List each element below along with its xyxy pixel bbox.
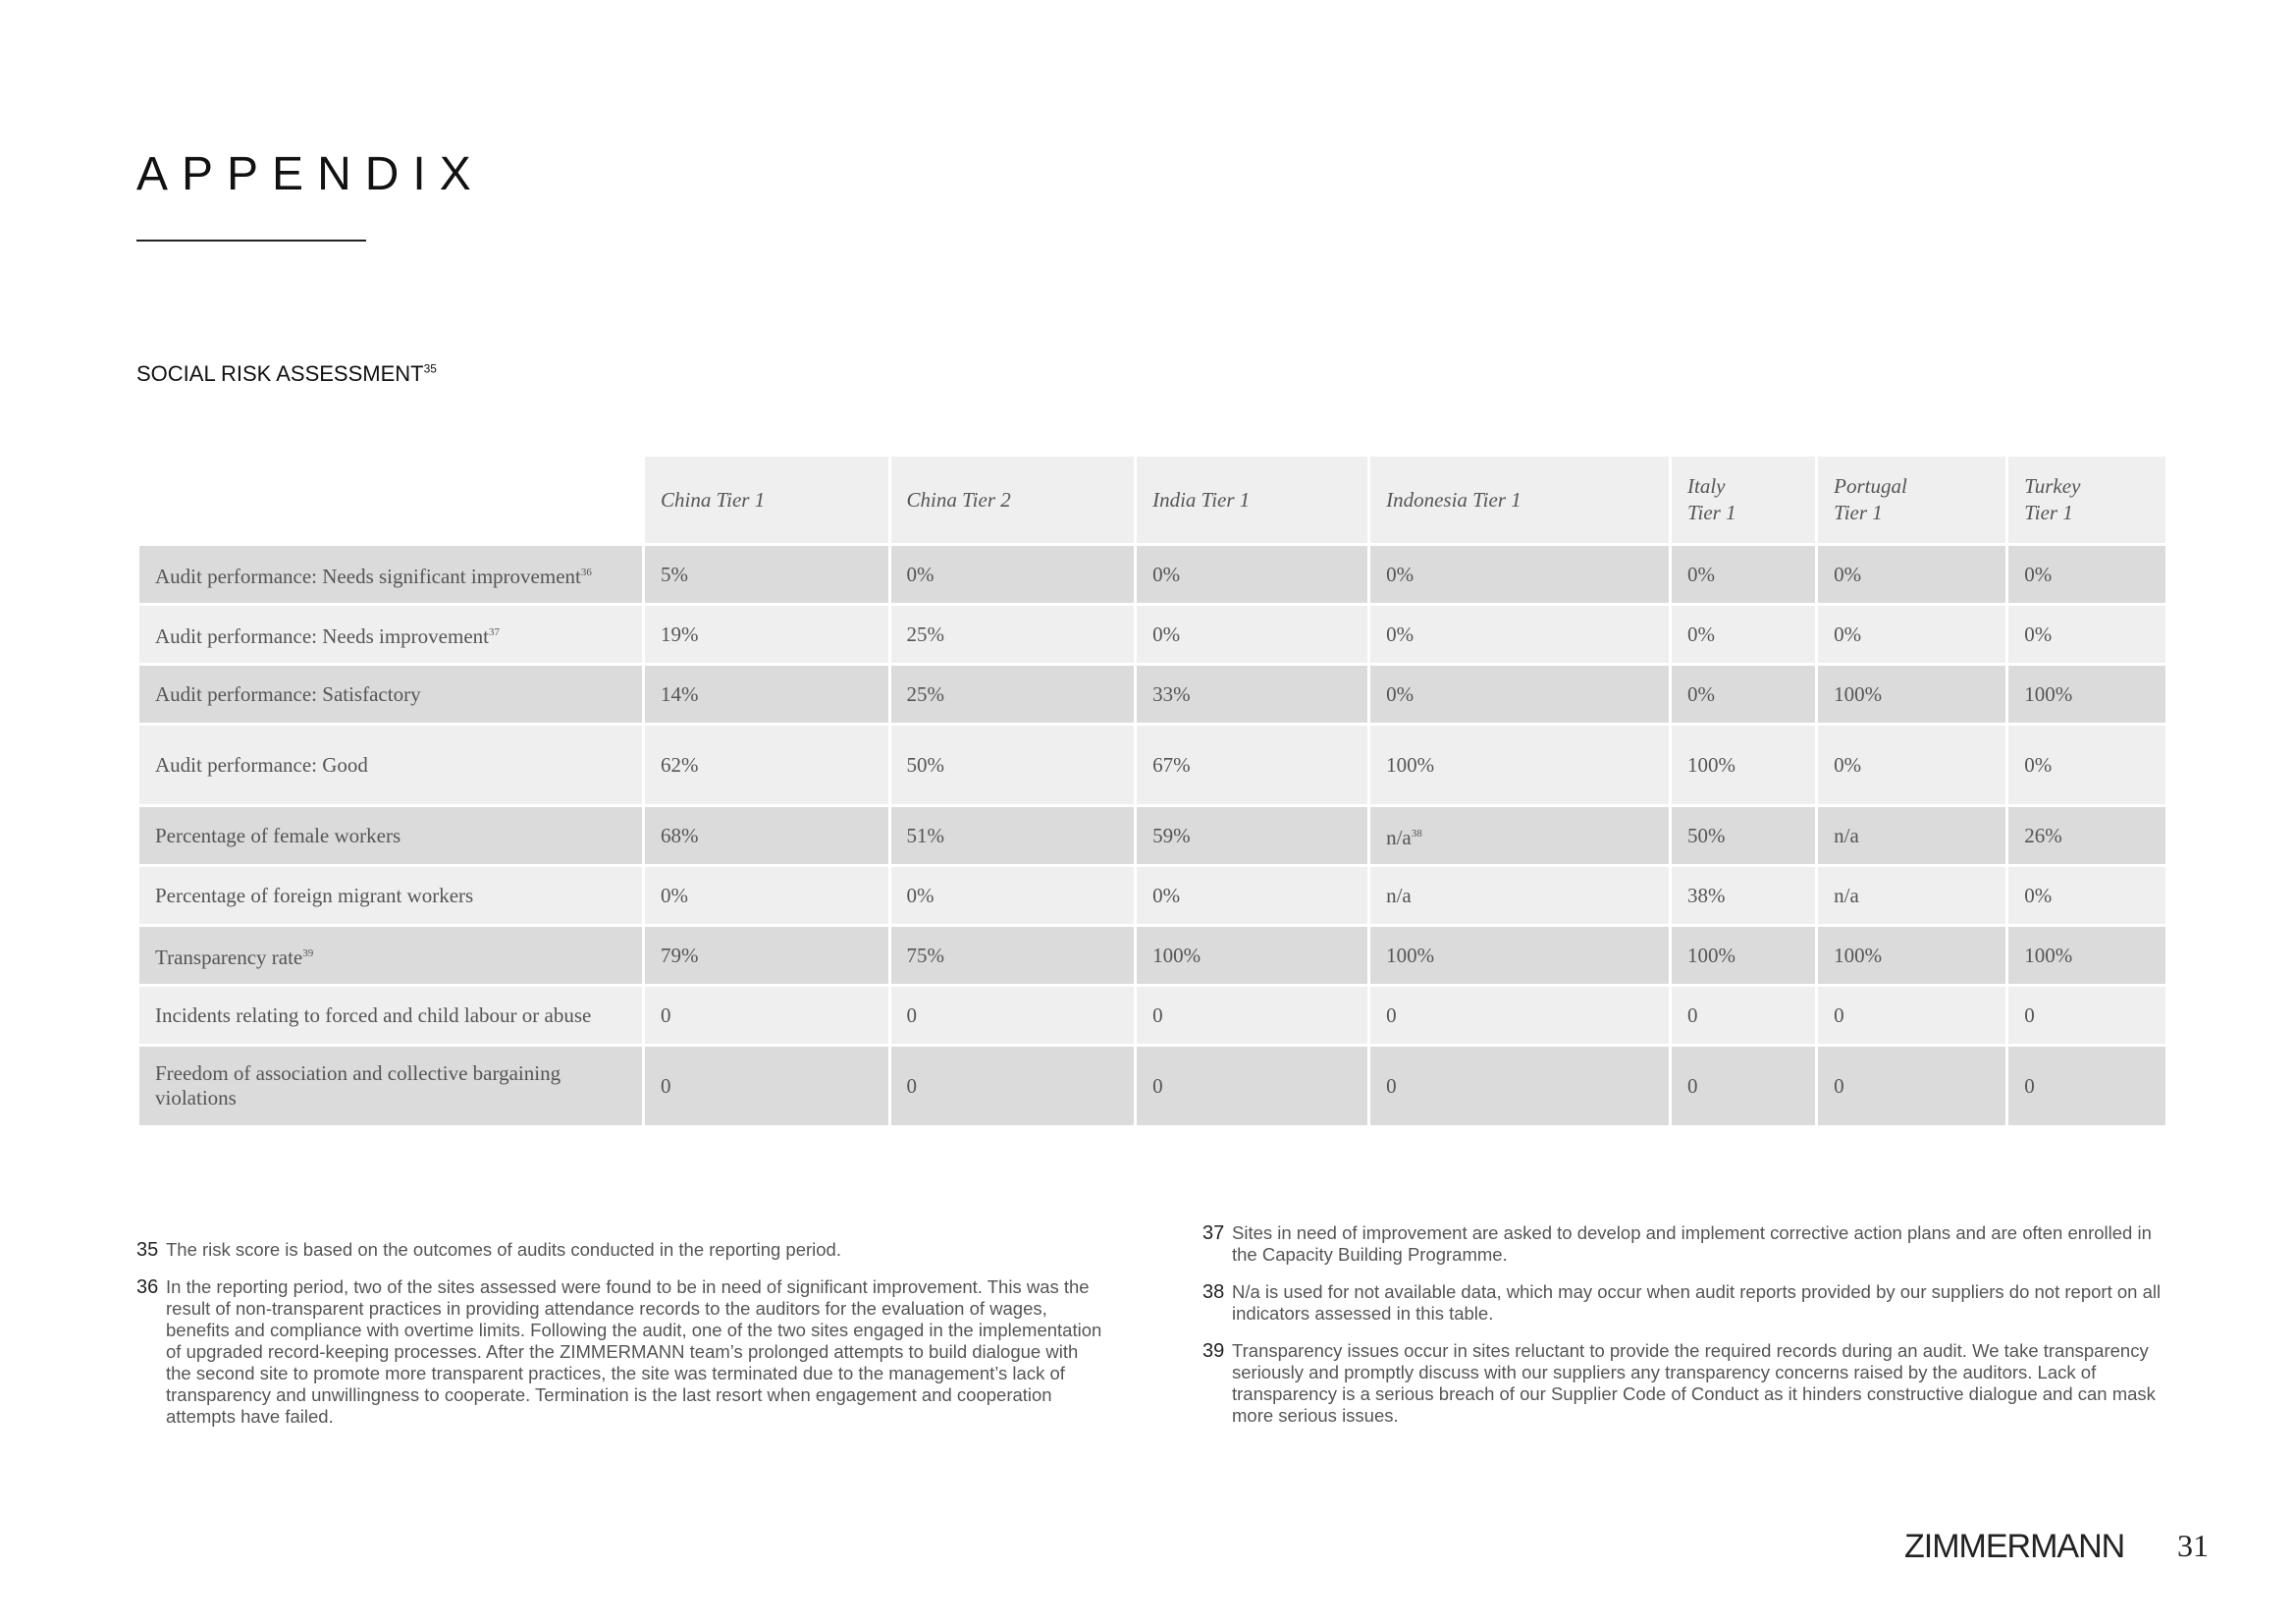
table-cell: 0% <box>1137 546 1367 603</box>
row-label: Percentage of foreign migrant workers <box>139 867 642 924</box>
row-label: Incidents relating to forced and child labour or abuse <box>139 987 642 1044</box>
table-cell: 0 <box>891 987 1135 1044</box>
footnote-ref: 37 <box>488 625 500 638</box>
table-cell: 0 <box>2008 1047 2165 1125</box>
table-header-row <box>139 457 2165 543</box>
table-cell: 79% <box>645 927 888 984</box>
table-cell: 0% <box>1370 666 1669 723</box>
table-row <box>139 867 2165 924</box>
footnote-text: Transparency issues occur in sites reluctant to provide the required records during an audit. We take transparency seriously and promptly discuss with our suppliers any transparency concerns raised by the auditors. Lack of transparency is a serious breach of our Supplier Code of Conduct as it hinders constructive dialogue and can mask more serious issues. <box>1232 1340 2156 1426</box>
row-label: Audit performance: Good <box>139 726 642 804</box>
section-heading-footnote-ref: 35 <box>423 361 437 376</box>
table-cell: 0% <box>1370 606 1669 663</box>
footnote <box>1202 1222 2169 1266</box>
table-cell: 100% <box>1137 927 1367 984</box>
footnotes-left <box>136 1239 1108 1443</box>
row-label: Freedom of association and collective bargaining violations <box>139 1047 642 1125</box>
footnote-text: In the reporting period, two of the sites assessed were found to be in need of significant improvement. This was the result of non-transparent practices in providing attendance records to the auditors for the evaluation of wages, benefits and compliance with overtime limits. Following the audit, one of the two sites engaged in the implementation of upgraded record-keeping processes. After the ZIMMERMANN team’s prolonged attempts to build dialogue with the second site to promote more transparent practices, the site was terminated due to the management’s lack of transparency and unwillingness to cooperate. Termination is the last resort when engagement and cooperation attempts have failed. <box>166 1276 1102 1427</box>
table-cell: 0 <box>2008 987 2165 1044</box>
table-cell: 0 <box>1672 987 1815 1044</box>
table-cell: 51% <box>891 807 1135 864</box>
table-cell: 0 <box>1672 1047 1815 1125</box>
table-cell: n/a <box>1818 807 2005 864</box>
row-label: Audit performance: Needs improvement$^{37}$ <box>139 606 642 663</box>
table-row <box>139 987 2165 1044</box>
column-header: Turkey Tier 1 <box>2008 457 2165 543</box>
footnote-ref: 39 <box>302 947 314 959</box>
title-underline <box>136 240 366 242</box>
row-label: Audit performance: Needs significant improvement$^{36}$ <box>139 546 642 603</box>
table-cell: 33% <box>1137 666 1367 723</box>
table-cell: 0 <box>1137 1047 1367 1125</box>
table-cell: 0% <box>1137 867 1367 924</box>
table-cell: 38% <box>1672 867 1815 924</box>
footnote-number: 38 <box>1202 1281 1225 1303</box>
table-cell: 100% <box>2008 666 2165 723</box>
column-header: China Tier 1 <box>645 457 888 543</box>
table-row <box>139 726 2165 804</box>
table-cell: n/a <box>1818 867 2005 924</box>
table-cell: 100% <box>1818 927 2005 984</box>
footnote <box>1202 1281 2169 1325</box>
table-cell: 0% <box>1672 666 1815 723</box>
page-number: 31 <box>2177 1528 2209 1563</box>
table-cell: 100% <box>1672 726 1815 804</box>
section-heading-text: SOCIAL RISK ASSESSMENT <box>136 361 424 386</box>
table-row <box>139 606 2165 663</box>
column-header: China Tier 2 <box>891 457 1135 543</box>
table-cell: 0% <box>2008 546 2165 603</box>
table-body <box>139 546 2165 1125</box>
table-cell: 0% <box>891 867 1135 924</box>
table-cell: 0% <box>2008 867 2165 924</box>
table-cell: 50% <box>1672 807 1815 864</box>
table-cell: n/a <box>1370 867 1669 924</box>
footnote-ref: 38 <box>1411 827 1422 839</box>
table-cell: 0% <box>1672 606 1815 663</box>
table-cell: 0% <box>1818 606 2005 663</box>
table-cell: 25% <box>891 666 1135 723</box>
table-cell: 0 <box>1137 987 1367 1044</box>
table-cell: 100% <box>1370 927 1669 984</box>
table-row <box>139 666 2165 723</box>
table-cell: 0% <box>645 867 888 924</box>
footnote-text: Sites in need of improvement are asked to develop and implement corrective action plans and are often enrolled in the Capacity Building Programme. <box>1232 1222 2152 1265</box>
table-cell: 0% <box>1672 546 1815 603</box>
table-row <box>139 927 2165 984</box>
table-cell: 62% <box>645 726 888 804</box>
header-blank-cell <box>139 457 642 543</box>
table-cell: 100% <box>2008 927 2165 984</box>
table-cell: 100% <box>1672 927 1815 984</box>
table-cell: 26% <box>2008 807 2165 864</box>
table-cell: 0% <box>1818 726 2005 804</box>
table-cell: 0 <box>891 1047 1135 1125</box>
table-cell: $n/a^{38}$ <box>1370 807 1669 864</box>
table-row <box>139 1047 2165 1125</box>
table-cell: 0% <box>1137 606 1367 663</box>
table-cell: 67% <box>1137 726 1367 804</box>
table-cell: 100% <box>1818 666 2005 723</box>
table-cell: 5% <box>645 546 888 603</box>
table-cell: 25% <box>891 606 1135 663</box>
row-label: Audit performance: Satisfactory <box>139 666 642 723</box>
table-cell: 0% <box>2008 606 2165 663</box>
section-heading <box>136 361 437 387</box>
table-row <box>139 807 2165 864</box>
social-risk-table <box>136 454 2168 1128</box>
column-header: Indonesia Tier 1 <box>1370 457 1669 543</box>
footnote-number: 36 <box>136 1276 159 1298</box>
table-cell: 0% <box>1370 546 1669 603</box>
footnote <box>1202 1340 2169 1427</box>
table-cell: 68% <box>645 807 888 864</box>
table-cell: 59% <box>1137 807 1367 864</box>
brand-logo-text: ZIMMERMANN <box>1904 1528 2125 1565</box>
column-header: Italy Tier 1 <box>1672 457 1815 543</box>
table-cell: 75% <box>891 927 1135 984</box>
column-header: India Tier 1 <box>1137 457 1367 543</box>
row-label: Percentage of female workers <box>139 807 642 864</box>
footnote-number: 39 <box>1202 1340 1225 1362</box>
footnote-ref: 36 <box>580 566 592 578</box>
footnote <box>136 1276 1108 1428</box>
table-cell: 0% <box>1818 546 2005 603</box>
table-cell: 19% <box>645 606 888 663</box>
table-cell: 0 <box>1370 1047 1669 1125</box>
table-cell: 0% <box>2008 726 2165 804</box>
footnote <box>136 1239 1108 1261</box>
table-cell: 50% <box>891 726 1135 804</box>
row-label: Transparency rate$^{39}$ <box>139 927 642 984</box>
footnote-number: 35 <box>136 1239 159 1261</box>
table-cell: 14% <box>645 666 888 723</box>
column-header: Portugal Tier 1 <box>1818 457 2005 543</box>
table-cell: 100% <box>1370 726 1669 804</box>
table-cell: 0 <box>1818 1047 2005 1125</box>
table-row <box>139 546 2165 603</box>
footnote-text: N/a is used for not available data, which may occur when audit reports provided by our suppliers do not report on all indicators assessed in this table. <box>1232 1281 2162 1324</box>
table-cell: 0 <box>1370 987 1669 1044</box>
table-cell: 0 <box>645 987 888 1044</box>
page-title: APPENDIX <box>136 148 485 200</box>
table-cell: 0 <box>1818 987 2005 1044</box>
table-cell: 0 <box>645 1047 888 1125</box>
footnote-number: 37 <box>1202 1222 1225 1244</box>
footnote-text: The risk score is based on the outcomes of audits conducted in the reporting period. <box>166 1239 841 1260</box>
footnotes-right <box>1202 1222 2169 1442</box>
table-cell: 0% <box>891 546 1135 603</box>
